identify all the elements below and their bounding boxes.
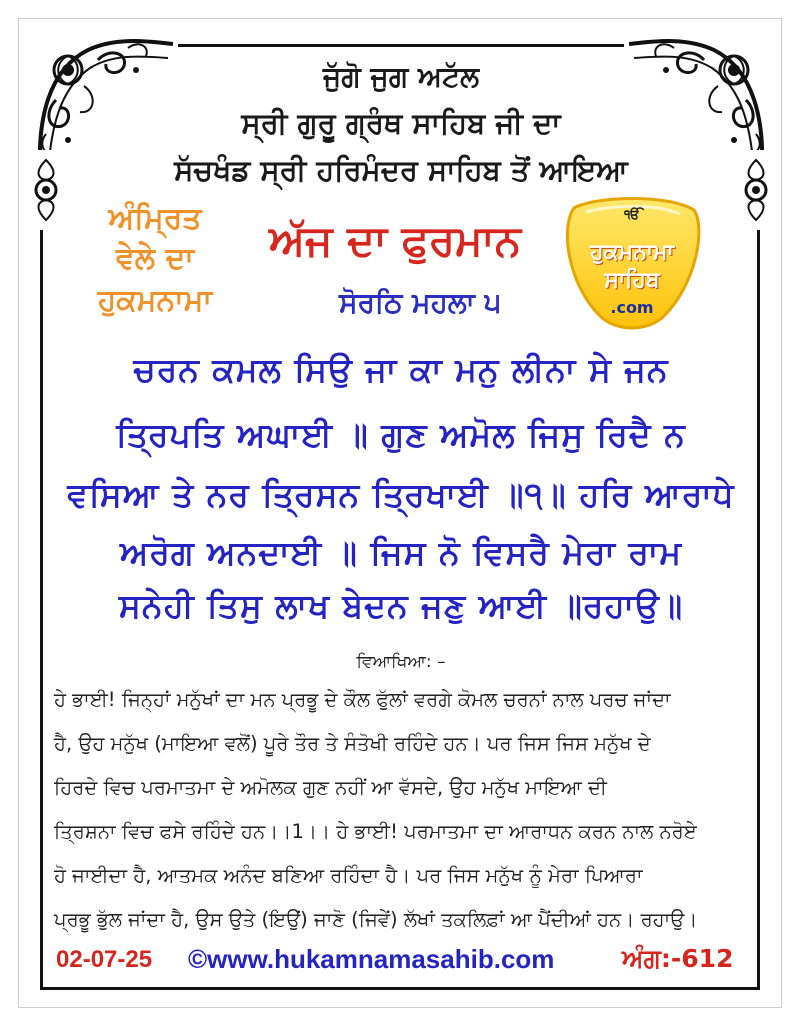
header-line-1: ਜੁੱਗੋ ਜੁਗ ਅਟੱਲ [323,60,479,93]
logo-text-line-1: ਹੁਕਮਨਾਮਾ [590,240,674,265]
vyakhya-line: ਹੈ, ਉਹ ਮਨੁੱਖ (ਮਾਇਆ ਵਲੋਂ) ਪੂਰੇ ਤੌਰ ਤੇ ਸੰਤੋਖੀ ਰਹਿੰਦੇ ਹਨ। ਪਰ ਜਿਸ ਜਿਸ ਮਨੁੱਖ ਦੇ [54,732,651,755]
amrit-vele-line-2: ਵੇਲੇ ਦਾ [116,241,194,276]
header-line-3: ਸੱਚਖੰਡ ਸ੍ਰੀ ਹਰਿਮੰਦਰ ਸਾਹਿਬ ਤੋਂ ਆਇਆ [174,153,628,187]
ek-onkar-icon: ੴ [624,208,640,223]
shabad-line: ਚਰਨ ਕਮਲ ਸਿਉ ਜਾ ਕਾ ਮਨੁ ਲੀਨਾ ਸੇ ਜਨ [133,350,669,389]
footer-ang-number: ਅੰਗ:-612 [622,944,734,973]
amrit-vele-line-3: ਹੁਕਮਨਾਮਾ [97,283,213,318]
shabad-line: ਅਰੋਗ ਅਨਦਾਈ ॥ ਜਿਸ ਨੋ ਵਿਸਰੈ ਮੇਰਾ ਰਾਮ [119,533,683,572]
page-title: ਅੱਜ ਦਾ ਫੁਰਮਾਨ [269,216,521,265]
vyakhya-line: ਤ੍ਰਿਸ਼ਨਾ ਵਿਚ ਫਸੇ ਰਹਿੰਦੇ ਹਨ।।1।। ਹੇ ਭਾਈ! ਪਰਮਾਤਮਾ ਦਾ ਆਰਾਧਨ ਕਰਨ ਨਾਲ ਨਰੋਏ [54,820,697,843]
vyakhya-line: ਹੇ ਭਾਈ! ਜਿਨ੍ਹਾਂ ਮਨੁੱਖਾਂ ਦਾ ਮਨ ਪ੍ਰਭੂ ਦੇ ਕੌਲ ਫੁੱਲਾਂ ਵਰਗੇ ਕੋਮਲ ਚਰਨਾਂ ਨਾਲ ਪਰਚ ਜਾਂਦਾ [54,688,671,711]
vyakhya-line: ਹੋ ਜਾਈਦਾ ਹੈ, ਆਤਮਕ ਅਨੰਦ ਬਣਿਆ ਰਹਿੰਦਾ ਹੈ। ਪਰ ਜਿਸ ਮਨੁੱਖ ਨੂੰ ਮੇਰਾ ਪਿਆਰਾ [54,864,643,887]
shabad-line: ਤ੍ਰਿਪਤਿ ਅਘਾਈ ॥ ਗੁਣ ਅਮੋਲ ਜਿਸੁ ਰਿਦੈ ਨ [116,415,686,454]
logo-text-line-2: ਸਾਹਿਬ [604,268,660,293]
vyakhya-heading: ਵਿਆਖਿਆ: – [356,652,446,672]
raag-heading: ਸੋਰਠਿ ਮਹਲਾ ੫ [339,286,501,319]
hukamnama-sahib-logo [556,188,708,336]
shabad-line: ਸਨੇਹੀ ਤਿਸੁ ਲਾਖ ਬੇਦਨ ਜਣੁ ਆਈ ॥ਰਹਾਉ॥ [118,586,684,625]
footer-date: 02-07-25 [56,946,153,973]
logo-dot-com: .com [610,298,654,317]
vyakhya-line: ਪ੍ਰਭੂ ਭੁੱਲ ਜਾਂਦਾ ਹੈ, ਉਸ ਉਤੇ (ਇਉਂ) ਜਾਣੋ (ਜਿਵੇਂ) ਲੱਖਾਂ ਤਕਲਿਫ਼ਾਂ ਆ ਪੈਂਦੀਆਂ ਹਨ। ਰਹਾਉ। [54,908,698,931]
amrit-vele-line-1: ਅੰਮ੍ਰਿਤ [108,201,202,236]
shabad-line: ਵਸਿਆ ਤੇ ਨਰ ਤ੍ਰਿਸਨ ਤ੍ਰਿਖਾਈ ॥੧॥ ਹਰਿ ਆਰਾਧੇ [67,475,735,514]
header-line-2: ਸ੍ਰੀ ਗੁਰੂ ਗ੍ਰੰਥ ਸਾਹਿਬ ਜੀ ਦਾ [241,106,561,140]
vyakhya-line: ਹਿਰਦੇ ਵਿਚ ਪਰਮਾਤਮਾ ਦੇ ਅਮੋਲਕ ਗੁਣ ਨਹੀਂ ਆ ਵੱਸਦੇ, ਉਹ ਮਨੁੱਖ ਮਾਇਆ ਦੀ [54,776,607,799]
footer-website-link[interactable]: ©www.hukamnamasahib.com [188,944,555,974]
